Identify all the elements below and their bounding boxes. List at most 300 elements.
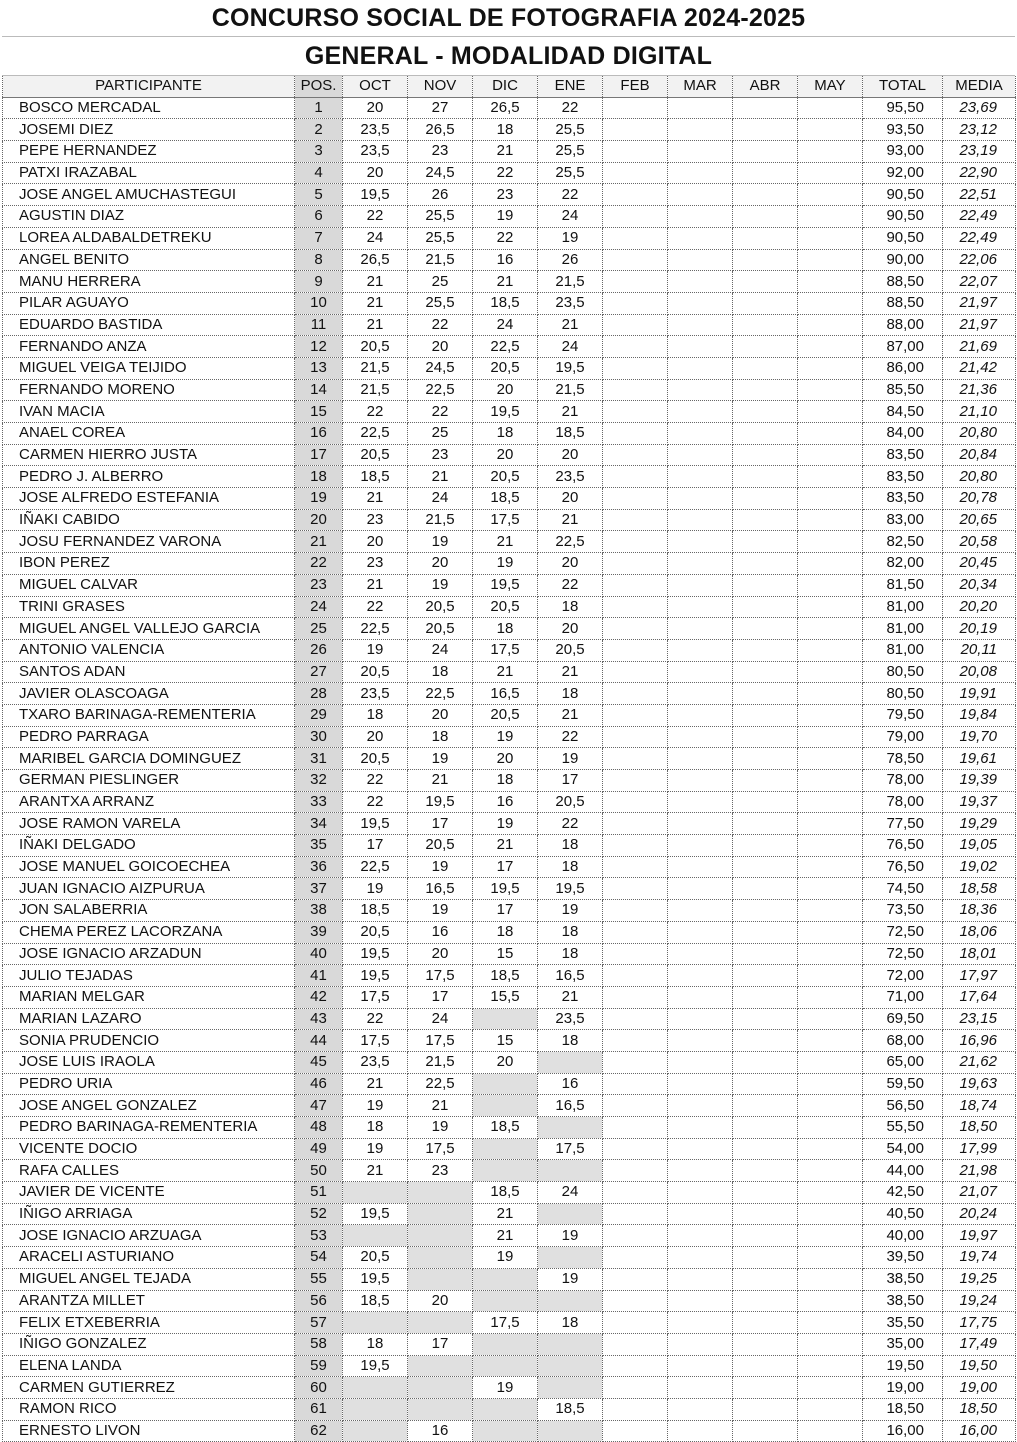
- participant-name: JOSE ANGEL GONZALEZ: [3, 1095, 295, 1117]
- position: 7: [295, 227, 343, 249]
- participant-name: MANU HERRERA: [3, 271, 295, 293]
- participant-name: JOSE LUIS IRAOLA: [3, 1051, 295, 1073]
- score-ene: 22: [538, 574, 603, 596]
- score-feb: [603, 162, 668, 184]
- score-may: [798, 423, 863, 445]
- score-mar: [668, 770, 733, 792]
- score-may: [798, 683, 863, 705]
- score-feb: [603, 119, 668, 141]
- score-dic: 19,5: [473, 401, 538, 423]
- score-dic: 19: [473, 553, 538, 575]
- score-feb: [603, 813, 668, 835]
- score-oct: 20,5: [343, 336, 408, 358]
- score-mar: [668, 1073, 733, 1095]
- score-abr: [733, 531, 798, 553]
- score-dic: 15: [473, 943, 538, 965]
- score-mar: [668, 813, 733, 835]
- table-row: [3, 726, 1016, 748]
- participant-name: PILAR AGUAYO: [3, 292, 295, 314]
- score-abr: [733, 1030, 798, 1052]
- score-mar: [668, 444, 733, 466]
- position: 48: [295, 1117, 343, 1139]
- position: 42: [295, 986, 343, 1008]
- score-may: [798, 401, 863, 423]
- position: 31: [295, 748, 343, 770]
- score-mar: [668, 509, 733, 531]
- score-oct: 21: [343, 1073, 408, 1095]
- total-score: 83,50: [863, 488, 943, 510]
- average-score: 17,97: [943, 965, 1016, 987]
- position: 56: [295, 1290, 343, 1312]
- participant-name: PEDRO URIA: [3, 1073, 295, 1095]
- score-abr: [733, 835, 798, 857]
- average-score: 18,36: [943, 900, 1016, 922]
- table-row: [3, 596, 1016, 618]
- score-oct: 18: [343, 704, 408, 726]
- score-oct: 23,5: [343, 1051, 408, 1073]
- total-score: 93,50: [863, 119, 943, 141]
- score-ene: 26: [538, 249, 603, 271]
- total-score: 84,50: [863, 401, 943, 423]
- score-abr: [733, 466, 798, 488]
- score-may: [798, 1073, 863, 1095]
- score-dic: 19: [473, 813, 538, 835]
- position: 45: [295, 1051, 343, 1073]
- score-mar: [668, 1051, 733, 1073]
- score-ene: 20: [538, 488, 603, 510]
- score-oct: 20: [343, 726, 408, 748]
- participant-name: MIGUEL ANGEL VALLEJO GARCIA: [3, 618, 295, 640]
- score-feb: [603, 704, 668, 726]
- total-score: 90,50: [863, 206, 943, 228]
- total-score: 65,00: [863, 1051, 943, 1073]
- position: 46: [295, 1073, 343, 1095]
- score-abr: [733, 1225, 798, 1247]
- score-abr: [733, 1247, 798, 1269]
- table-row: [3, 770, 1016, 792]
- participant-name: JOSE ANGEL AMUCHASTEGUI: [3, 184, 295, 206]
- participant-name: PATXI IRAZABAL: [3, 162, 295, 184]
- table-row: [3, 943, 1016, 965]
- col-header-abr: ABR: [733, 76, 798, 97]
- score-nov: 19: [408, 856, 473, 878]
- score-may: [798, 531, 863, 553]
- average-score: 19,61: [943, 748, 1016, 770]
- score-oct: [343, 1377, 408, 1399]
- score-nov: 25: [408, 271, 473, 293]
- score-oct: [343, 1182, 408, 1204]
- table-row: [3, 1138, 1016, 1160]
- total-score: 79,00: [863, 726, 943, 748]
- score-mar: [668, 119, 733, 141]
- score-abr: [733, 770, 798, 792]
- participant-name: IBON PEREZ: [3, 553, 295, 575]
- score-dic: 21: [473, 661, 538, 683]
- table-row: [3, 444, 1016, 466]
- average-score: 21,10: [943, 401, 1016, 423]
- table-row: [3, 292, 1016, 314]
- score-ene: 25,5: [538, 119, 603, 141]
- score-oct: 19: [343, 639, 408, 661]
- score-may: [798, 1117, 863, 1139]
- score-dic: 17: [473, 856, 538, 878]
- score-abr: [733, 1008, 798, 1030]
- table-row: [3, 748, 1016, 770]
- total-score: 54,00: [863, 1138, 943, 1160]
- score-oct: 24: [343, 227, 408, 249]
- score-dic: 18,5: [473, 965, 538, 987]
- participant-name: MARIAN LAZARO: [3, 1008, 295, 1030]
- score-dic: 26,5: [473, 97, 538, 119]
- total-score: 38,50: [863, 1290, 943, 1312]
- average-score: 21,62: [943, 1051, 1016, 1073]
- position: 10: [295, 292, 343, 314]
- position: 22: [295, 553, 343, 575]
- table-row: [3, 336, 1016, 358]
- total-score: 73,50: [863, 900, 943, 922]
- score-nov: 19: [408, 1117, 473, 1139]
- score-dic: 18,5: [473, 292, 538, 314]
- table-row: [3, 249, 1016, 271]
- participant-name: RAMON RICO: [3, 1398, 295, 1420]
- score-feb: [603, 1247, 668, 1269]
- score-feb: [603, 466, 668, 488]
- score-may: [798, 1008, 863, 1030]
- score-feb: [603, 748, 668, 770]
- position: 47: [295, 1095, 343, 1117]
- score-mar: [668, 943, 733, 965]
- average-score: 18,01: [943, 943, 1016, 965]
- score-nov: 21: [408, 466, 473, 488]
- score-mar: [668, 661, 733, 683]
- participant-name: JAVIER OLASCOAGA: [3, 683, 295, 705]
- score-dic: 17,5: [473, 639, 538, 661]
- participant-name: PEDRO BARINAGA-REMENTERIA: [3, 1117, 295, 1139]
- total-score: 40,50: [863, 1203, 943, 1225]
- total-score: 76,50: [863, 835, 943, 857]
- score-dic: 19,5: [473, 878, 538, 900]
- score-ene: [538, 1290, 603, 1312]
- score-nov: 22,5: [408, 683, 473, 705]
- score-feb: [603, 1008, 668, 1030]
- score-feb: [603, 184, 668, 206]
- score-may: [798, 314, 863, 336]
- score-may: [798, 770, 863, 792]
- participant-name: TRINI GRASES: [3, 596, 295, 618]
- score-mar: [668, 1398, 733, 1420]
- score-oct: 23: [343, 509, 408, 531]
- participant-name: JUAN IGNACIO AIZPURUA: [3, 878, 295, 900]
- results-table: [2, 76, 1016, 1442]
- score-nov: 20: [408, 704, 473, 726]
- score-ene: 20,5: [538, 791, 603, 813]
- participant-name: MIGUEL CALVAR: [3, 574, 295, 596]
- score-mar: [668, 1182, 733, 1204]
- position: 50: [295, 1160, 343, 1182]
- score-oct: 19,5: [343, 184, 408, 206]
- position: 11: [295, 314, 343, 336]
- participant-name: JOSU FERNANDEZ VARONA: [3, 531, 295, 553]
- score-feb: [603, 488, 668, 510]
- average-score: 19,02: [943, 856, 1016, 878]
- score-dic: 20: [473, 444, 538, 466]
- total-score: 35,50: [863, 1312, 943, 1334]
- average-score: 19,05: [943, 835, 1016, 857]
- score-abr: [733, 336, 798, 358]
- participant-name: IÑAKI DELGADO: [3, 835, 295, 857]
- score-may: [798, 596, 863, 618]
- score-nov: 22: [408, 314, 473, 336]
- total-score: 59,50: [863, 1073, 943, 1095]
- position: 2: [295, 119, 343, 141]
- score-mar: [668, 292, 733, 314]
- participant-name: JOSE MANUEL GOICOECHEA: [3, 856, 295, 878]
- score-feb: [603, 553, 668, 575]
- score-mar: [668, 1312, 733, 1334]
- score-abr: [733, 314, 798, 336]
- position: 52: [295, 1203, 343, 1225]
- average-score: 20,24: [943, 1203, 1016, 1225]
- position: 38: [295, 900, 343, 922]
- table-row: [3, 900, 1016, 922]
- score-dic: 15: [473, 1030, 538, 1052]
- table-row: [3, 531, 1016, 553]
- position: 53: [295, 1225, 343, 1247]
- score-ene: 20: [538, 553, 603, 575]
- score-may: [798, 1420, 863, 1442]
- score-mar: [668, 1290, 733, 1312]
- total-score: 71,00: [863, 986, 943, 1008]
- score-oct: 22,5: [343, 856, 408, 878]
- score-ene: 23,5: [538, 1008, 603, 1030]
- score-feb: [603, 531, 668, 553]
- table-row: [3, 466, 1016, 488]
- score-nov: [408, 1377, 473, 1399]
- col-header-participante: PARTICIPANTE: [3, 76, 295, 97]
- score-oct: 20: [343, 531, 408, 553]
- score-abr: [733, 965, 798, 987]
- score-abr: [733, 206, 798, 228]
- position: 37: [295, 878, 343, 900]
- score-abr: [733, 271, 798, 293]
- score-dic: [473, 1073, 538, 1095]
- score-ene: 20,5: [538, 639, 603, 661]
- score-may: [798, 141, 863, 163]
- score-dic: 17: [473, 900, 538, 922]
- average-score: 20,80: [943, 423, 1016, 445]
- position: 54: [295, 1247, 343, 1269]
- score-nov: 25,5: [408, 292, 473, 314]
- table-row: [3, 639, 1016, 661]
- table-row: [3, 1073, 1016, 1095]
- score-ene: 17,5: [538, 1138, 603, 1160]
- score-dic: 19: [473, 1247, 538, 1269]
- score-may: [798, 97, 863, 119]
- score-may: [798, 661, 863, 683]
- score-may: [798, 292, 863, 314]
- score-feb: [603, 921, 668, 943]
- score-dic: 20,5: [473, 704, 538, 726]
- score-mar: [668, 141, 733, 163]
- score-nov: [408, 1247, 473, 1269]
- score-oct: 18: [343, 1117, 408, 1139]
- score-mar: [668, 466, 733, 488]
- page-title: CONCURSO SOCIAL DE FOTOGRAFIA 2024-2025: [2, 0, 1015, 37]
- score-oct: 22: [343, 770, 408, 792]
- score-mar: [668, 1247, 733, 1269]
- score-feb: [603, 596, 668, 618]
- score-oct: 22: [343, 1008, 408, 1030]
- table-header: [3, 76, 1016, 97]
- score-may: [798, 271, 863, 293]
- score-mar: [668, 206, 733, 228]
- score-dic: [473, 1138, 538, 1160]
- score-oct: 19,5: [343, 1203, 408, 1225]
- score-ene: 25,5: [538, 162, 603, 184]
- score-feb: [603, 271, 668, 293]
- position: 5: [295, 184, 343, 206]
- score-mar: [668, 1160, 733, 1182]
- position: 39: [295, 921, 343, 943]
- score-ene: 18: [538, 856, 603, 878]
- position: 13: [295, 357, 343, 379]
- score-ene: 18: [538, 683, 603, 705]
- score-may: [798, 856, 863, 878]
- average-score: 20,19: [943, 618, 1016, 640]
- col-header-nov: NOV: [408, 76, 473, 97]
- table-row: [3, 683, 1016, 705]
- score-dic: 20,5: [473, 466, 538, 488]
- score-mar: [668, 553, 733, 575]
- score-ene: 22: [538, 813, 603, 835]
- score-oct: 19,5: [343, 1268, 408, 1290]
- score-ene: [538, 1247, 603, 1269]
- average-score: 20,11: [943, 639, 1016, 661]
- average-score: 20,34: [943, 574, 1016, 596]
- score-oct: 26,5: [343, 249, 408, 271]
- score-abr: [733, 509, 798, 531]
- total-score: 87,00: [863, 336, 943, 358]
- position: 61: [295, 1398, 343, 1420]
- score-may: [798, 162, 863, 184]
- average-score: 20,20: [943, 596, 1016, 618]
- position: 18: [295, 466, 343, 488]
- score-may: [798, 466, 863, 488]
- score-nov: 25,5: [408, 206, 473, 228]
- total-score: 80,50: [863, 661, 943, 683]
- score-feb: [603, 444, 668, 466]
- position: 1: [295, 97, 343, 119]
- score-abr: [733, 1398, 798, 1420]
- total-score: 72,50: [863, 921, 943, 943]
- table-row: [3, 119, 1016, 141]
- average-score: 19,39: [943, 770, 1016, 792]
- table-row: [3, 357, 1016, 379]
- score-ene: 18: [538, 1312, 603, 1334]
- score-nov: 21,5: [408, 249, 473, 271]
- score-may: [798, 509, 863, 531]
- score-mar: [668, 878, 733, 900]
- score-nov: [408, 1268, 473, 1290]
- score-may: [798, 1138, 863, 1160]
- score-may: [798, 1225, 863, 1247]
- score-mar: [668, 683, 733, 705]
- total-score: 90,00: [863, 249, 943, 271]
- average-score: 16,96: [943, 1030, 1016, 1052]
- score-dic: 20,5: [473, 357, 538, 379]
- position: 44: [295, 1030, 343, 1052]
- score-nov: 19: [408, 900, 473, 922]
- score-nov: 19: [408, 748, 473, 770]
- table-row: [3, 1160, 1016, 1182]
- score-oct: 19: [343, 1138, 408, 1160]
- position: 28: [295, 683, 343, 705]
- score-feb: [603, 791, 668, 813]
- score-mar: [668, 184, 733, 206]
- average-score: 21,36: [943, 379, 1016, 401]
- score-dic: 20,5: [473, 596, 538, 618]
- participant-name: PEPE HERNANDEZ: [3, 141, 295, 163]
- total-score: 19,00: [863, 1377, 943, 1399]
- position: 17: [295, 444, 343, 466]
- score-may: [798, 1398, 863, 1420]
- score-ene: 18: [538, 835, 603, 857]
- position: 12: [295, 336, 343, 358]
- position: 4: [295, 162, 343, 184]
- table-row: [3, 813, 1016, 835]
- score-nov: 17,5: [408, 1030, 473, 1052]
- position: 30: [295, 726, 343, 748]
- position: 27: [295, 661, 343, 683]
- score-may: [798, 119, 863, 141]
- score-dic: 19: [473, 726, 538, 748]
- participant-name: JOSE ALFREDO ESTEFANIA: [3, 488, 295, 510]
- score-abr: [733, 401, 798, 423]
- average-score: 17,75: [943, 1312, 1016, 1334]
- participant-name: CARMEN GUTIERREZ: [3, 1377, 295, 1399]
- average-score: 22,49: [943, 227, 1016, 249]
- table-row: [3, 553, 1016, 575]
- score-ene: 23,5: [538, 466, 603, 488]
- score-feb: [603, 401, 668, 423]
- participant-name: JOSE IGNACIO ARZADUN: [3, 943, 295, 965]
- score-abr: [733, 227, 798, 249]
- participant-name: BOSCO MERCADAL: [3, 97, 295, 119]
- table-row: [3, 509, 1016, 531]
- score-may: [798, 921, 863, 943]
- score-dic: 18: [473, 119, 538, 141]
- score-dic: 21: [473, 1203, 538, 1225]
- col-header-dic: DIC: [473, 76, 538, 97]
- score-abr: [733, 1355, 798, 1377]
- average-score: 22,51: [943, 184, 1016, 206]
- score-feb: [603, 900, 668, 922]
- total-score: 88,50: [863, 271, 943, 293]
- total-score: 80,50: [863, 683, 943, 705]
- score-nov: [408, 1312, 473, 1334]
- score-nov: 20,5: [408, 835, 473, 857]
- score-ene: [538, 1355, 603, 1377]
- position: 19: [295, 488, 343, 510]
- score-ene: 21,5: [538, 379, 603, 401]
- score-oct: 19,5: [343, 965, 408, 987]
- participant-name: ARACELI ASTURIANO: [3, 1247, 295, 1269]
- total-score: 95,50: [863, 97, 943, 119]
- col-header-oct: OCT: [343, 76, 408, 97]
- score-abr: [733, 704, 798, 726]
- score-oct: 20,5: [343, 661, 408, 683]
- score-oct: 22,5: [343, 423, 408, 445]
